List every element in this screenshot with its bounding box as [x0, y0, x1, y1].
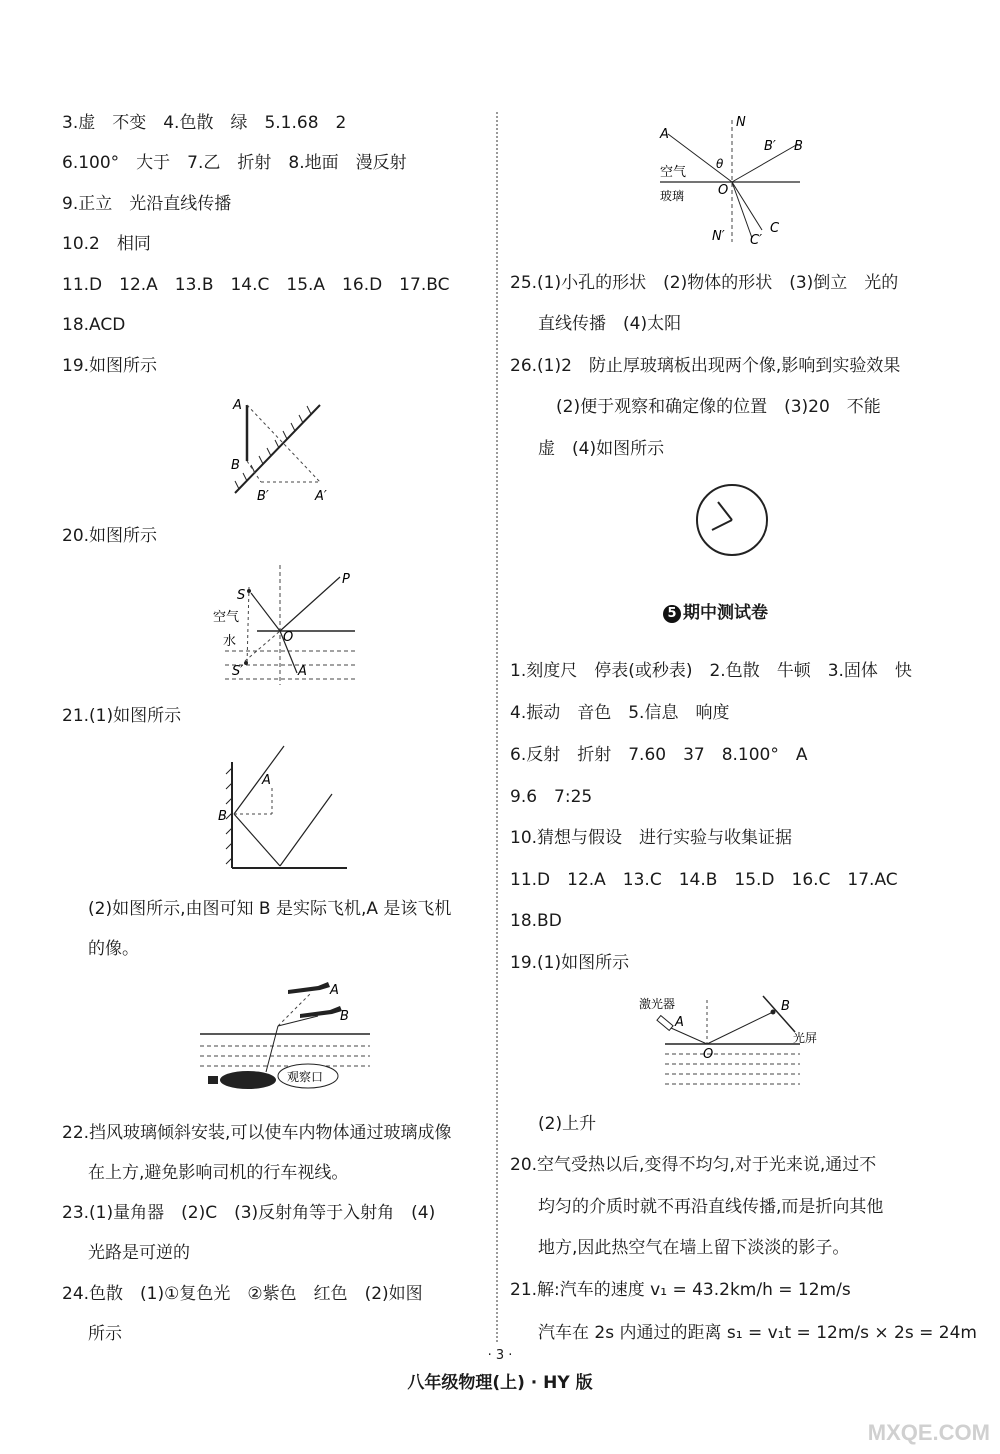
answer-line-24b: 所示	[88, 1324, 122, 1344]
answer-line-6-8: 6.100° 大于 7.乙 折射 8.地面 漫反射	[62, 153, 407, 173]
midterm-line-9: 9.6 7:25	[510, 787, 593, 807]
answer-line-21-1: 21.(1)如图所示	[62, 706, 182, 726]
figure-19-laser	[635, 990, 818, 1090]
answer-line-9: 9.正立 光沿直线传播	[62, 194, 232, 214]
label-C-prime: C′	[750, 233, 763, 248]
answer-line-26a: 26.(1)2 防止厚玻璃板出现两个像,影响到实验效果	[510, 356, 901, 376]
label-water: 水	[223, 634, 237, 649]
midterm-line-21a: 21.解:汽车的速度 v₁ = 43.2km/h = 12m/s	[510, 1280, 851, 1300]
answer-line-11-17: 11.D 12.A 13.B 14.C 15.A 16.D 17.BC	[62, 275, 450, 295]
midterm-line-10: 10.猜想与假设 进行实验与收集证据	[510, 828, 793, 848]
midterm-line-11-17: 11.D 12.A 13.C 14.B 15.D 16.C 17.AC	[510, 870, 898, 890]
label-N: N	[736, 115, 746, 130]
midterm-line-19-1: 19.(1)如图所示	[510, 953, 630, 973]
label-laser: 激光器	[639, 997, 676, 1011]
label-A: A	[330, 983, 339, 998]
label-air: 空气	[213, 610, 240, 625]
label-B: B	[340, 1009, 349, 1024]
midterm-line-20b: 均匀的介质时就不再沿直线传播,而是折向其他	[538, 1197, 884, 1217]
section-title: 期中测试卷	[683, 603, 768, 623]
label-screen: 光屏	[793, 1031, 818, 1045]
label-O: O	[283, 630, 294, 645]
answer-line-18: 18.ACD	[62, 315, 126, 335]
figure-21-periscope	[212, 738, 357, 873]
midterm-line-18: 18.BD	[510, 911, 562, 931]
answer-line-25b: 直线传播 (4)太阳	[538, 314, 682, 334]
section-number-badge: 5	[663, 605, 681, 623]
midterm-line-20a: 20.空气受热以后,变得不均匀,对于光来说,通过不	[510, 1155, 877, 1175]
answer-line-23b: 光路是可逆的	[88, 1243, 190, 1263]
answer-line-23a: 23.(1)量角器 (2)C (3)反射角等于入射角 (4)	[62, 1203, 436, 1223]
figure-19-mirror	[225, 385, 345, 510]
figure-20-refraction	[205, 565, 365, 690]
answer-line-26b: (2)便于观察和确定像的位置 (3)20 不能	[556, 397, 881, 417]
watermark-logo: MXQE.COM	[867, 1420, 990, 1445]
label-A: A	[675, 1015, 684, 1030]
label-O: O	[703, 1047, 714, 1062]
answer-line-24a: 24.色散 (1)①复色光 ②紫色 红色 (2)如图	[62, 1284, 423, 1304]
answer-line-3-5: 3.虚 不变 4.色散 绿 5.1.68 2	[62, 113, 347, 133]
label-O: O	[718, 183, 729, 198]
midterm-line-19-2: (2)上升	[538, 1114, 597, 1134]
answer-line-22a: 22.挡风玻璃倾斜安装,可以使车内物体通过玻璃成像	[62, 1123, 452, 1143]
label-A: A	[298, 664, 307, 679]
label-A: A	[262, 773, 271, 788]
label-C: C	[770, 221, 780, 236]
label-A-prime: A′	[315, 489, 327, 504]
label-A: A	[660, 127, 669, 142]
label-S-prime: S′	[232, 664, 244, 679]
label-B: B	[218, 809, 227, 824]
answer-line-10: 10.2 相同	[62, 234, 151, 254]
answer-line-21-2b: 的像。	[88, 939, 139, 959]
label-B: B	[231, 458, 240, 473]
midterm-line-6-8: 6.反射 折射 7.60 37 8.100° A	[510, 745, 808, 765]
figure-24-glass-refraction	[650, 112, 810, 252]
book-title: 八年级物理(上) · HY 版	[407, 1373, 593, 1393]
answer-line-25a: 25.(1)小孔的形状 (2)物体的形状 (3)倒立 光的	[510, 273, 899, 293]
label-glass: 玻璃	[660, 189, 685, 203]
midterm-line-4-5: 4.振动 音色 5.信息 响度	[510, 703, 730, 723]
label-B-prime: B′	[257, 489, 269, 504]
section-heading-midterm	[663, 598, 768, 623]
label-B: B	[794, 139, 803, 154]
midterm-line-1-3: 1.刻度尺 停表(或秒表) 2.色散 牛顿 3.固体 快	[510, 661, 912, 681]
midterm-line-20c: 地方,因此热空气在墙上留下淡淡的影子。	[538, 1238, 850, 1258]
label-B-prime: B′	[764, 139, 776, 154]
label-N-prime: N′	[712, 229, 725, 244]
label-B: B	[781, 999, 790, 1014]
label-P: P	[342, 572, 350, 587]
clock-figure	[694, 482, 770, 558]
label-S: S	[237, 588, 246, 603]
answer-line-26c: 虚 (4)如图所示	[538, 439, 665, 459]
column-divider	[496, 112, 498, 1342]
answer-line-22b: 在上方,避免影响司机的行车视线。	[88, 1163, 349, 1183]
label-observation-window: 观察口	[287, 1070, 324, 1084]
page-number: · 3 ·	[487, 1348, 513, 1363]
figure-21-submarine	[200, 972, 380, 1102]
label-theta: θ	[716, 157, 724, 171]
answer-line-21-2a: (2)如图所示,由图可知 B 是实际飞机,A 是该飞机	[88, 899, 452, 919]
label-A: A	[233, 398, 242, 413]
midterm-line-21b: 汽车在 2s 内通过的距离 s₁ = v₁t = 12m/s × 2s = 24m	[538, 1323, 977, 1343]
label-air: 空气	[660, 165, 687, 180]
answer-line-20: 20.如图所示	[62, 526, 158, 546]
answer-line-19: 19.如图所示	[62, 356, 158, 376]
